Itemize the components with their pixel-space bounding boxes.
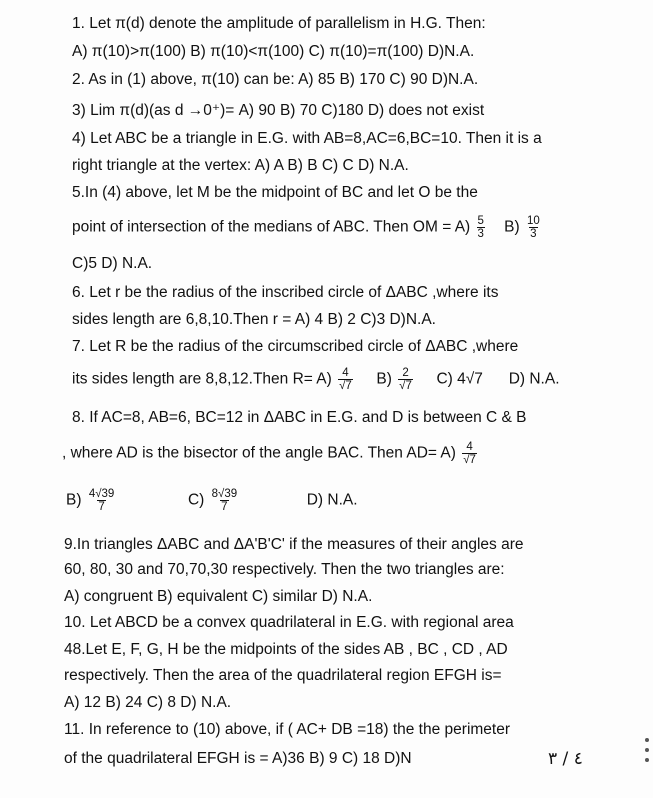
q10b-options: A) 12 B) 24 C) 8 D) N.A. — [64, 694, 232, 711]
q10-stem: 10. Let ABCD be a convex quadrilateral in E.G. with regional area — [64, 614, 514, 631]
q11-options: of the quadrilateral EFGH is = A)36 B) 9 C) 18 D)N — [64, 750, 412, 767]
q8-options-line-1 — [62, 441, 479, 466]
q6-options: sides length are 6,8,10.Then r = A) 4 B) 2 C)3 D)N.A. — [72, 311, 436, 328]
q7-option-c: C) 4√7 — [436, 370, 483, 388]
q8-option-a-fraction: $\frac{4}{√7}$ — [463, 441, 476, 466]
q7-option-b-label: B) — [376, 370, 392, 388]
q1-options: A) π(10)>π(100) B) π(10)<π(100) C) π(10)=π(100) D)N.A. — [72, 43, 475, 60]
q9-options: A) congruent B) equivalent C) similar D) N.A. — [64, 588, 373, 605]
q8-pre: , where AD is the bisector of the angle BAC. Then AD= A) — [62, 444, 456, 462]
q8-options-line-2 — [66, 488, 358, 513]
q11-stem: 11. In reference to (10) above, if ( AC+ DB =18) the the perimeter — [64, 721, 511, 738]
q9-stem-2: 60, 80, 30 and 70,70,30 respectively. Then the two triangles are: — [64, 561, 505, 578]
more-options-icon[interactable] — [645, 738, 651, 768]
q8-option-c-label: C) — [187, 491, 205, 509]
q5-option-a-fraction: $\frac{5}{3}$ — [477, 215, 484, 240]
q6-stem: 6. Let r be the radius of the inscribed circle of ΔABC ,where its — [72, 284, 499, 301]
q7-stem: 7. Let R be the radius of the circumscribed circle of ΔABC ,where — [72, 338, 519, 355]
q10b-stem: 48.Let E, F, G, H be the midpoints of the sides AB , BC , CD , AD — [64, 641, 508, 658]
page-number: ٤ / ٣ — [548, 749, 583, 769]
q7-option-d: D) N.A. — [508, 370, 560, 388]
q7-pre: its sides length are 8,8,12.Then R= A) — [72, 370, 332, 388]
q7-options-line — [72, 367, 560, 392]
q5-stem: 5.In (4) above, let M be the midpoint of BC and let O be the — [72, 184, 478, 201]
q8-stem: 8. If AC=8, AB=6, BC=12 in ΔABC in E.G. and D is between C & B — [72, 409, 527, 426]
q8-option-d: D) N.A. — [306, 491, 358, 509]
q4-stem: 4) Let ABC be a triangle in E.G. with AB=8,AC=6,BC=10. Then it is a — [72, 130, 542, 147]
q5-options-line — [72, 215, 543, 240]
q8-option-b-label: B) — [66, 491, 82, 509]
q9-stem: 9.In triangles ΔABC and ΔA'B'C' if the measures of their angles are — [64, 536, 524, 553]
q5-pre: point of intersection of the medians of ABC. Then OM = A) — [72, 218, 471, 236]
q5-options-cd: C)5 D) N.A. — [72, 255, 153, 272]
q8-option-c-fraction: $\frac{8√39}{7}$ — [211, 488, 238, 513]
q8-option-b-fraction: $\frac{4√39}{7}$ — [88, 488, 115, 513]
q5-option-b-fraction: $\frac{10}{3}$ — [526, 215, 540, 240]
q7-option-a-fraction: $\frac{4}{√7}$ — [339, 367, 352, 392]
q7-option-b-fraction: $\frac{2}{√7}$ — [399, 367, 412, 392]
q3: 3) Lim π(d)(as d →0⁺)= A) 90 B) 70 C)180 D) does not exist — [72, 102, 485, 119]
q5-option-b-label: B) — [504, 218, 520, 236]
q2: 2. As in (1) above, π(10) can be: A) 85 B) 170 C) 90 D)N.A. — [72, 71, 479, 88]
q10b-stem-2: respectively. Then the area of the quadrilateral region EFGH is= — [64, 667, 502, 684]
q1-stem: 1. Let π(d) denote the amplitude of parallelism in H.G. Then: — [72, 15, 486, 32]
q4-options: right triangle at the vertex: A) A B) B C) C D) N.A. — [72, 157, 409, 174]
